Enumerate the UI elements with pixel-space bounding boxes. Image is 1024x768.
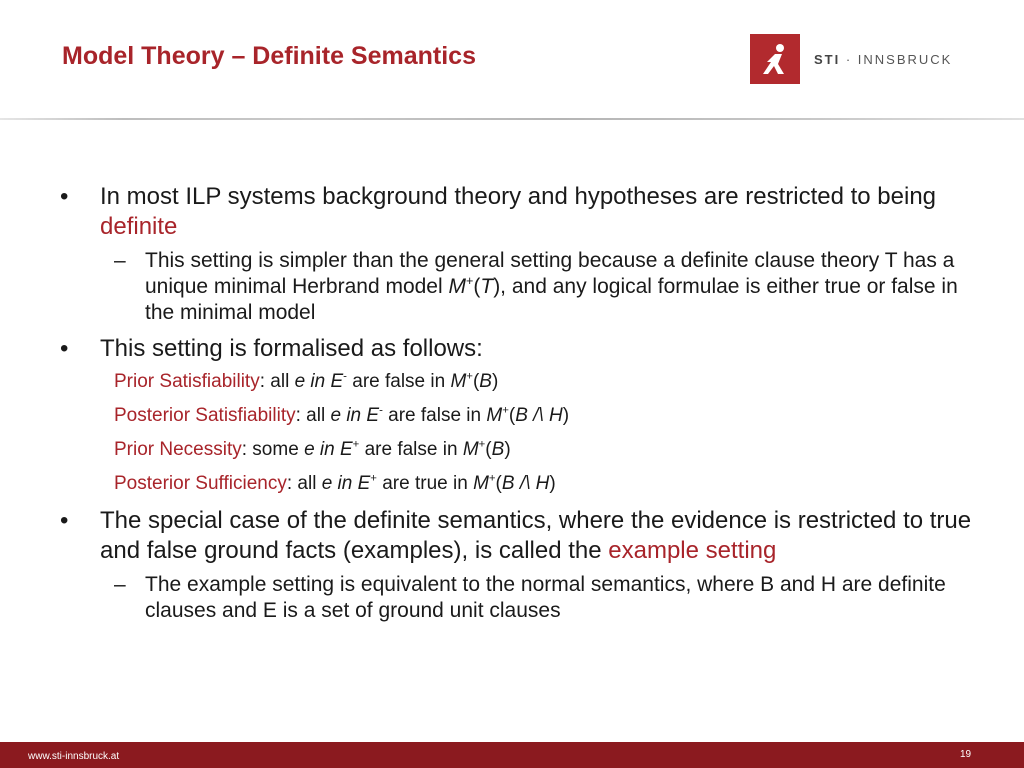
highlight-example-setting: example setting bbox=[608, 537, 777, 564]
formal-posterior-sufficiency: Posterior Sufficiency: all e in E+ are true in M+(B /\ H) bbox=[114, 472, 556, 494]
bullet-marker: • bbox=[60, 183, 69, 210]
sti-figure-logo-icon bbox=[750, 34, 800, 84]
dash-marker: – bbox=[114, 249, 126, 272]
slide-content bbox=[58, 182, 978, 632]
slide-title: Model Theory – Definite Semantics bbox=[62, 42, 476, 70]
dash-marker: – bbox=[114, 573, 126, 596]
page-number: 19 bbox=[960, 749, 972, 760]
bullet-formalised: • This setting is formalised as follows: bbox=[60, 335, 483, 362]
highlight-definite: definite bbox=[100, 213, 178, 240]
formal-prior-satisfiability: Prior Satisfiability: all e in E- are false in M+(B) bbox=[114, 370, 499, 392]
formal-posterior-satisfiability: Posterior Satisfiability: all e in E- are false in M+(B /\ H) bbox=[114, 404, 570, 426]
bullet-ilp-definite: • In most ILP systems background theory and hypotheses are restricted to being definite bbox=[60, 183, 937, 240]
footer-bar bbox=[0, 742, 1024, 768]
sub-bullet-herbrand-model: – This setting is simpler than the general setting because a definite clause theory T has a unique minimal Herbrand model M+(T), and any logical formulae is either true or false in the minimal model bbox=[114, 249, 958, 324]
header-divider bbox=[0, 118, 1024, 120]
sub-bullet-normal-semantics: – The example setting is equivalent to the normal semantics, where B and H are definite clauses and E is a set of ground unit clauses bbox=[114, 573, 946, 622]
bullet-marker: • bbox=[60, 507, 69, 534]
bullet-example-setting: • The special case of the definite semantics, where the evidence is restricted to true and false ground facts (examples), is called the example setting bbox=[60, 507, 972, 564]
formal-prior-necessity: Prior Necessity: some e in E+ are false in M+(B) bbox=[114, 438, 511, 460]
sti-innsbruck-logo bbox=[750, 34, 952, 84]
footer-url: www.sti-innsbruck.at bbox=[28, 751, 120, 762]
bullet-marker: • bbox=[60, 335, 69, 362]
logo-text: STI · INNSBRUCK bbox=[814, 51, 953, 67]
